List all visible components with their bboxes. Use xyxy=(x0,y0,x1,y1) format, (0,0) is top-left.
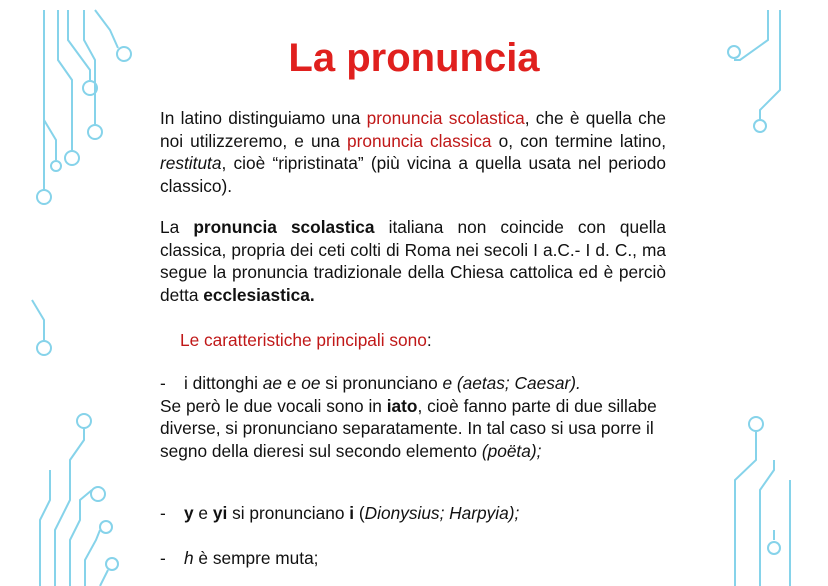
page-title: La pronuncia xyxy=(288,36,540,80)
bullet-h-muta xyxy=(160,547,680,570)
highlight-classica: pronuncia classica xyxy=(347,130,492,151)
scolastica-paragraph xyxy=(160,216,666,306)
italic-ae: ae xyxy=(262,373,283,393)
bullet-y-yi xyxy=(160,502,680,525)
bullet-text: si pronunciano xyxy=(227,503,350,523)
section-subtitle xyxy=(180,329,432,351)
intro-paragraph xyxy=(160,107,666,197)
italic-h: h xyxy=(184,548,194,568)
highlight-scolastica: pronuncia scolastica xyxy=(366,108,525,128)
subtitle-colon: : xyxy=(426,330,432,350)
italic-example: e (aetas; Caesar). xyxy=(442,373,581,393)
intro-text: , che è quella che noi utilizzeremo, e una xyxy=(160,108,667,151)
bold-i: i xyxy=(349,503,355,523)
bold-pronuncia-scolastica: pronuncia scolastica xyxy=(193,217,375,237)
bullet-text: ( xyxy=(354,503,365,523)
bold-ecclesiastica: ecclesiastica. xyxy=(203,284,315,305)
italic-oe: oe xyxy=(301,373,321,393)
bullet-text: e xyxy=(282,373,302,393)
bullet-dash: - xyxy=(160,503,166,523)
bullet-dash: - xyxy=(160,373,166,393)
intro-text: , cioè “ripristinata” (più vicina a quella usata nel periodo classico). xyxy=(160,153,666,196)
bullet-text: Se però le due vocali sono in xyxy=(160,395,387,416)
subtitle-text: Le caratteristiche principali sono xyxy=(180,330,427,350)
bullet-text: è sempre muta; xyxy=(193,548,319,568)
italic-poeta: (poëta); xyxy=(481,440,542,461)
bullet-text: si pronunciano xyxy=(320,373,443,393)
bold-yi: yi xyxy=(212,503,228,523)
bullet-text: e xyxy=(193,503,213,523)
bold-iato: iato xyxy=(386,395,418,416)
italic-restituta: restituta xyxy=(160,153,222,174)
intro-text: o, con termine latino, xyxy=(491,130,667,151)
bullet-dittonghi xyxy=(160,372,670,462)
paragraph-text: La xyxy=(160,217,194,237)
bold-y: y xyxy=(184,503,194,523)
bullet-dash: - xyxy=(160,548,166,568)
intro-text: In latino distinguiamo una xyxy=(160,108,367,128)
bullet-text: , cioè fanno parte di due sillabe diverse, si pronunciano separatamente. In tal caso si usa porre il segno della dieresi sul secondo elemento xyxy=(160,395,657,461)
bullet-text: i dittonghi xyxy=(184,373,263,393)
italic-examples: Dionysius; Harpyia); xyxy=(364,503,520,523)
paragraph-text: italiana non coincide con quella classica, propria dei ceti colti di Roma nei secoli I a.C.- I d. C., ma segue la pronuncia tradizionale della Chiesa cattolica ed è perciò detta xyxy=(160,217,666,305)
